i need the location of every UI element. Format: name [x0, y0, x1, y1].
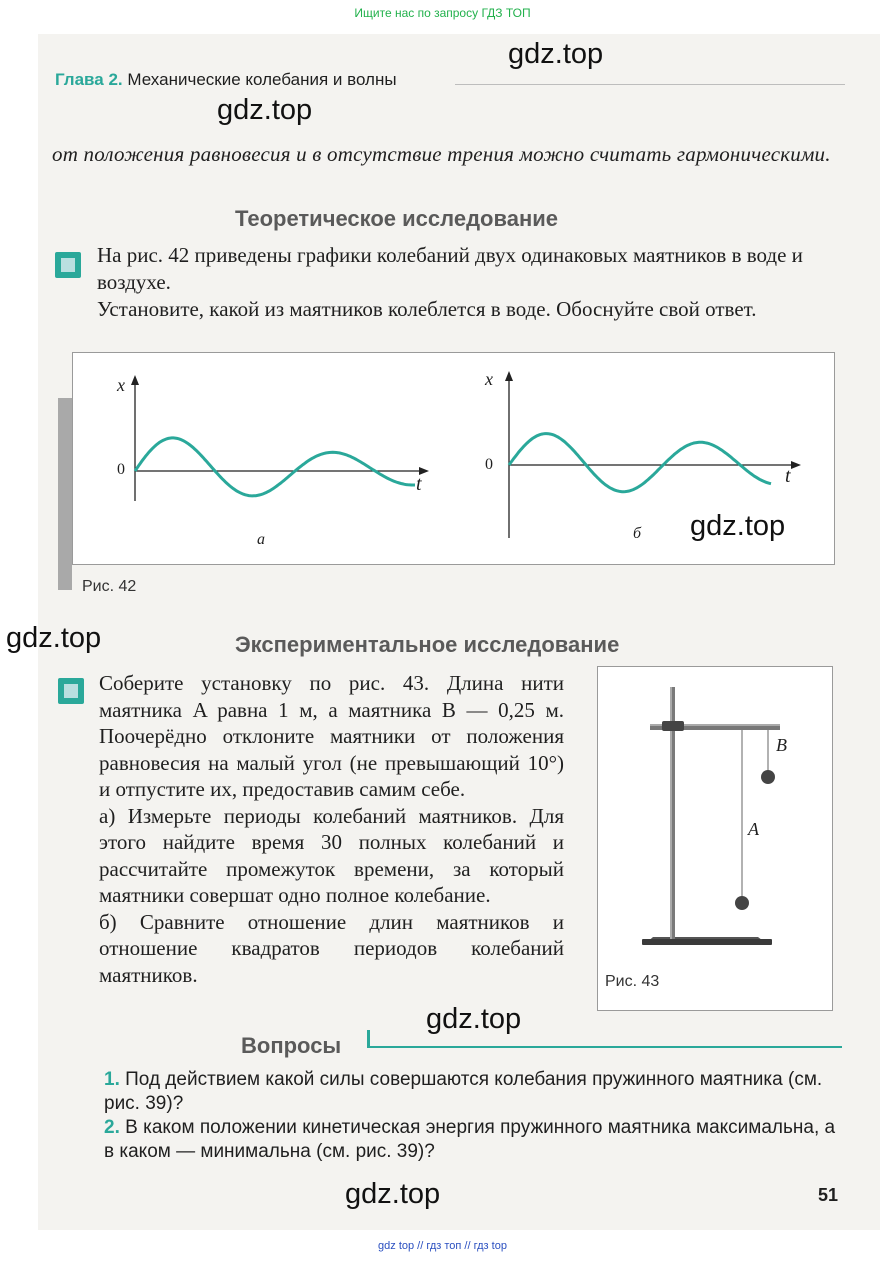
figure-42-caption: Рис. 42	[82, 578, 137, 595]
top-note[interactable]: Ищите нас по запросу ГДЗ ТОП	[354, 6, 531, 20]
task-theory-line2: Установите, какой из маятников колеблется в воде. Обоснуйте свой ответ.	[97, 297, 757, 321]
graph-a	[131, 375, 429, 501]
question-1-text: Под действием какой силы совершаются колебания пружинного маятника (см. рис. 39)?	[104, 1069, 823, 1114]
question-1	[104, 1068, 844, 1116]
watermark: gdz.top	[345, 1178, 441, 1210]
question-1-number: 1.	[104, 1069, 120, 1090]
chapter-header	[55, 70, 397, 90]
figure-43-caption: Рис. 43	[605, 973, 660, 990]
pendulum-a-label: A	[748, 819, 759, 839]
watermark: gdz.top	[690, 510, 786, 542]
graph-b-origin: 0	[485, 456, 493, 473]
pendulum-a-bob	[735, 896, 749, 910]
task-marker-icon	[58, 678, 84, 704]
bottom-note[interactable]: gdz top // гдз топ // гдз top	[378, 1240, 507, 1252]
chapter-rule	[455, 84, 845, 85]
task-marker-icon	[55, 252, 81, 278]
chapter-title: Механические колебания и волны	[127, 70, 397, 89]
pendulum-b-bob	[761, 770, 775, 784]
graph-b-sub: б	[633, 525, 642, 542]
question-2-text: В каком положении кинетическая энергия пружинного маятника максимальна, а в каком — минимальна (см. рис. 39)?	[104, 1117, 836, 1162]
pendulum-b-label: B	[776, 735, 787, 755]
pendulum-stand-drawing	[598, 667, 832, 1010]
watermark: gdz.top	[508, 38, 604, 70]
task-experiment-part-b: б) Сравните отношение длин маятников и отношение квадратов периодов колебаний маятников.	[99, 909, 564, 987]
task-theory	[97, 242, 837, 323]
section-experiment-heading: Экспериментальное исследование	[235, 632, 620, 657]
section-theory-heading: Теоретическое исследование	[235, 206, 558, 231]
figure-43	[597, 666, 833, 1011]
y-arrow-icon	[505, 371, 513, 381]
graph-a-origin: 0	[117, 461, 125, 478]
graph-a-y-label: x	[117, 375, 125, 395]
graph-b-y-label: x	[485, 369, 493, 389]
question-2	[104, 1116, 844, 1164]
graph-a-x-label: t	[416, 473, 422, 495]
task-theory-line1: На рис. 42 приведены графики колебаний двух одинаковых маятников в воде и воздухе.	[97, 243, 803, 294]
watermark: gdz.top	[217, 94, 313, 126]
continuation-text: от положения равновесия и в отсутствие трения можно считать гармоническими.	[52, 142, 831, 166]
y-arrow-icon	[131, 375, 139, 385]
task-experiment-part-a: а) Измерьте периоды колебаний маятников. Для этого найдите время 30 полных колебаний и рассчитайте промежуток времени, за который маятники совершат одно полное колебание.	[99, 803, 564, 907]
figure-side-bar	[58, 398, 72, 590]
chapter-label: Глава 2.	[55, 70, 123, 89]
question-2-number: 2.	[104, 1117, 120, 1138]
graph-b-x-label: t	[785, 465, 791, 487]
page-number: 51	[818, 1185, 839, 1205]
task-experiment	[99, 670, 564, 988]
graph-a-sub: а	[257, 531, 265, 548]
x-arrow-icon	[791, 461, 801, 469]
questions-heading: Вопросы	[241, 1033, 342, 1058]
questions-rule	[367, 1046, 842, 1048]
task-experiment-intro: Соберите установку по рис. 43. Длина нити маятника A равна 1 м, а маятника B — 0,25 м. Поочерёдно отклоните маятники от положения равновесия на малый угол (не превышающий 10°) и отпустите их, предоставив самим себе.	[99, 671, 564, 801]
watermark: gdz.top	[6, 622, 102, 654]
watermark: gdz.top	[426, 1003, 522, 1035]
